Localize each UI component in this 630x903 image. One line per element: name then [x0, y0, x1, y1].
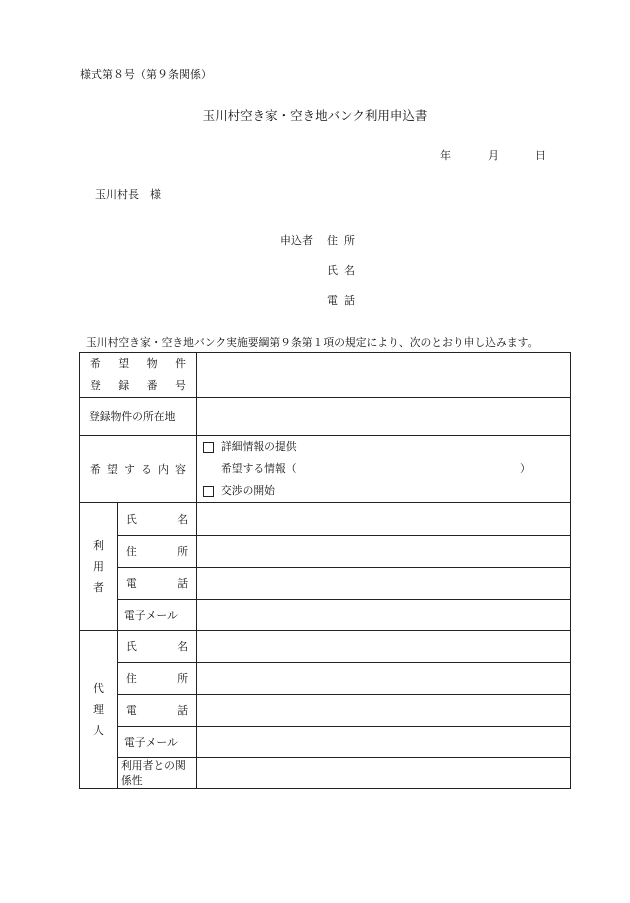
- user-email-row: [80, 600, 571, 631]
- form-number: 様式第８号（第９条関係）: [80, 68, 212, 81]
- location-label: 登録物件の所在地: [80, 398, 197, 436]
- date-month: 月: [488, 149, 499, 162]
- desired-content-label: 希 望 す る 内 容: [90, 462, 186, 476]
- user-name-field[interactable]: [197, 503, 571, 536]
- desired-property-label-cell: [80, 353, 197, 398]
- agent-email-label: 電子メール: [118, 727, 197, 758]
- date-day: 日: [535, 149, 546, 162]
- registration-number-field[interactable]: [197, 353, 571, 398]
- desired-info-close: ）: [520, 462, 531, 475]
- document-title: 玉川村空き家・空き地バンク利用申込書: [202, 108, 428, 123]
- application-form-table: [79, 352, 571, 789]
- applicant-address-label: 住所: [327, 234, 361, 247]
- user-group-label: 利 用 者: [80, 503, 118, 631]
- negotiation-label: 交渉の開始: [221, 484, 275, 497]
- desired-info-label: 希望する情報（: [221, 462, 297, 475]
- agent-phone-field[interactable]: [197, 695, 571, 727]
- agent-name-row: [80, 631, 571, 663]
- location-field[interactable]: [197, 398, 571, 436]
- user-phone-field[interactable]: [197, 568, 571, 600]
- date-year: 年: [440, 149, 451, 162]
- agent-relation-row: [80, 758, 571, 789]
- agent-name-field[interactable]: [197, 631, 571, 663]
- addressee: 玉川村長 様: [95, 188, 161, 201]
- desired-property-label: 希 望 物 件: [90, 357, 186, 370]
- user-name-label: 氏 名: [118, 503, 197, 536]
- user-address-label: 住 所: [118, 536, 197, 568]
- applicant-phone-label: 電話: [327, 294, 361, 307]
- user-name-row: [80, 503, 571, 536]
- agent-name-label: 氏 名: [118, 631, 197, 663]
- user-address-field[interactable]: [197, 536, 571, 568]
- agent-address-row: [80, 663, 571, 695]
- user-address-row: [80, 536, 571, 568]
- user-phone-label: 電 話: [118, 568, 197, 600]
- desired-content-options: [197, 436, 571, 503]
- agent-relation-field[interactable]: [197, 758, 571, 789]
- location-row: [80, 398, 571, 436]
- applicant-name-label: 氏名: [327, 264, 361, 277]
- agent-phone-row: [80, 695, 571, 727]
- agent-email-field[interactable]: [197, 727, 571, 758]
- intro-text: 玉川村空き家・空き地バンク実施要綱第９条第１項の規定により、次のとおり申し込みます。: [86, 336, 539, 349]
- user-email-field[interactable]: [197, 600, 571, 631]
- desired-content-row: [80, 436, 571, 503]
- user-email-label: 電子メール: [118, 600, 197, 631]
- agent-phone-label: 電 話: [118, 695, 197, 727]
- negotiation-checkbox[interactable]: [203, 486, 214, 497]
- detail-info-checkbox[interactable]: [203, 442, 214, 453]
- agent-address-label: 住 所: [118, 663, 197, 695]
- agent-address-field[interactable]: [197, 663, 571, 695]
- applicant-label: 申込者: [280, 234, 313, 247]
- desired-property-row: [80, 353, 571, 398]
- user-phone-row: [80, 568, 571, 600]
- registration-number-label: 登 録 番 号: [90, 379, 186, 392]
- agent-email-row: [80, 727, 571, 758]
- agent-relation-label: 利用者との関係性: [118, 758, 197, 789]
- detail-info-label: 詳細情報の提供: [221, 440, 297, 453]
- desired-content-label-cell: [80, 436, 197, 503]
- agent-group-label: 代 理 人: [80, 631, 118, 789]
